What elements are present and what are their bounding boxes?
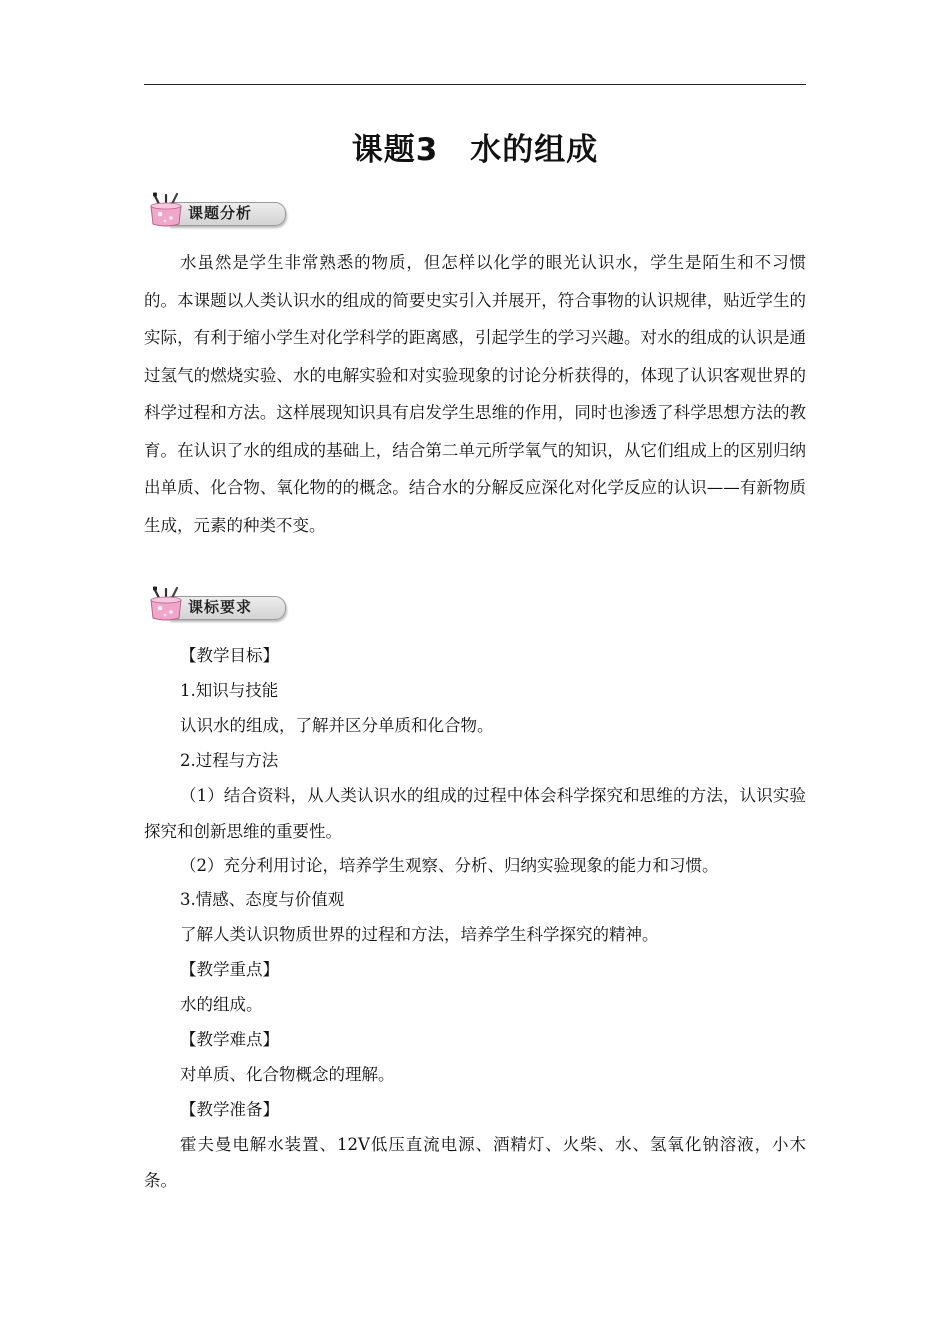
emotion-text: 了解人类认识物质世界的过程和方法，培养学生科学探究的精神。: [180, 925, 659, 944]
difficulties-text: 对单质、化合物概念的理解。: [180, 1065, 395, 1084]
page-title: 课题3 水的组成: [351, 132, 599, 168]
key-points-text: 水的组成。: [180, 995, 263, 1014]
preparation-text: 霍夫曼电解水装置、12V低压直流电源、酒精灯、火柴、水、氢氧化钠溶液，小木条。: [144, 1135, 806, 1190]
difficulties-heading: 【教学难点】: [180, 1030, 279, 1049]
process-heading: 2.过程与方法: [180, 751, 279, 770]
emotion-heading: 3.情感、态度与价值观: [180, 890, 345, 909]
knowledge-heading: 1.知识与技能: [180, 681, 279, 700]
pencil-cup-icon: [144, 586, 188, 622]
section-badge-analysis: [144, 192, 286, 228]
preparation-heading: 【教学准备】: [180, 1100, 279, 1119]
objectives-heading: 【教学目标】: [180, 646, 279, 665]
badge-label: 课标要求: [188, 598, 253, 616]
process-item-1: （1）结合资料，从人类认识水的组成的过程中体会科学探究和思维的方法，认识实验探究和创新思维的重要性。: [144, 786, 806, 841]
process-item-2: （2）充分利用讨论，培养学生观察、分析、归纳实验现象的能力和习惯。: [180, 856, 719, 875]
knowledge-text: 认识水的组成，了解并区分单质和化合物。: [180, 716, 494, 735]
key-points-heading: 【教学重点】: [180, 960, 279, 979]
section-badge-standards: [144, 586, 286, 622]
analysis-paragraph: 水虽然是学生非常熟悉的物质，但怎样以化学的眼光认识水，学生是陌生和不习惯的。本课题以人类认识水的组成的简要史实引入并展开，符合事物的认识规律，贴近学生的实际，有利于缩小学生对化学科学的距离感，引起学生的学习兴趣。对水的组成的认识是通过氢气的燃烧实验、水的电解实验和对实验现象的讨论分析获得的，体现了认识客观世界的科学过程和方法。这样展现知识具有启发学生思维的作用，同时也渗透了科学思想方法的教育。在认识了水的组成的基础上，结合第二单元所学氧气的知识，从它们组成上的区别归纳出单质、化合物、氧化物的的概念。结合水的分解反应深化对化学反应的认识——有新物质生成，元素的种类不变。: [144, 253, 806, 535]
header-rule: [144, 84, 806, 85]
pencil-cup-icon: [144, 192, 188, 228]
badge-label: 课题分析: [188, 204, 253, 222]
